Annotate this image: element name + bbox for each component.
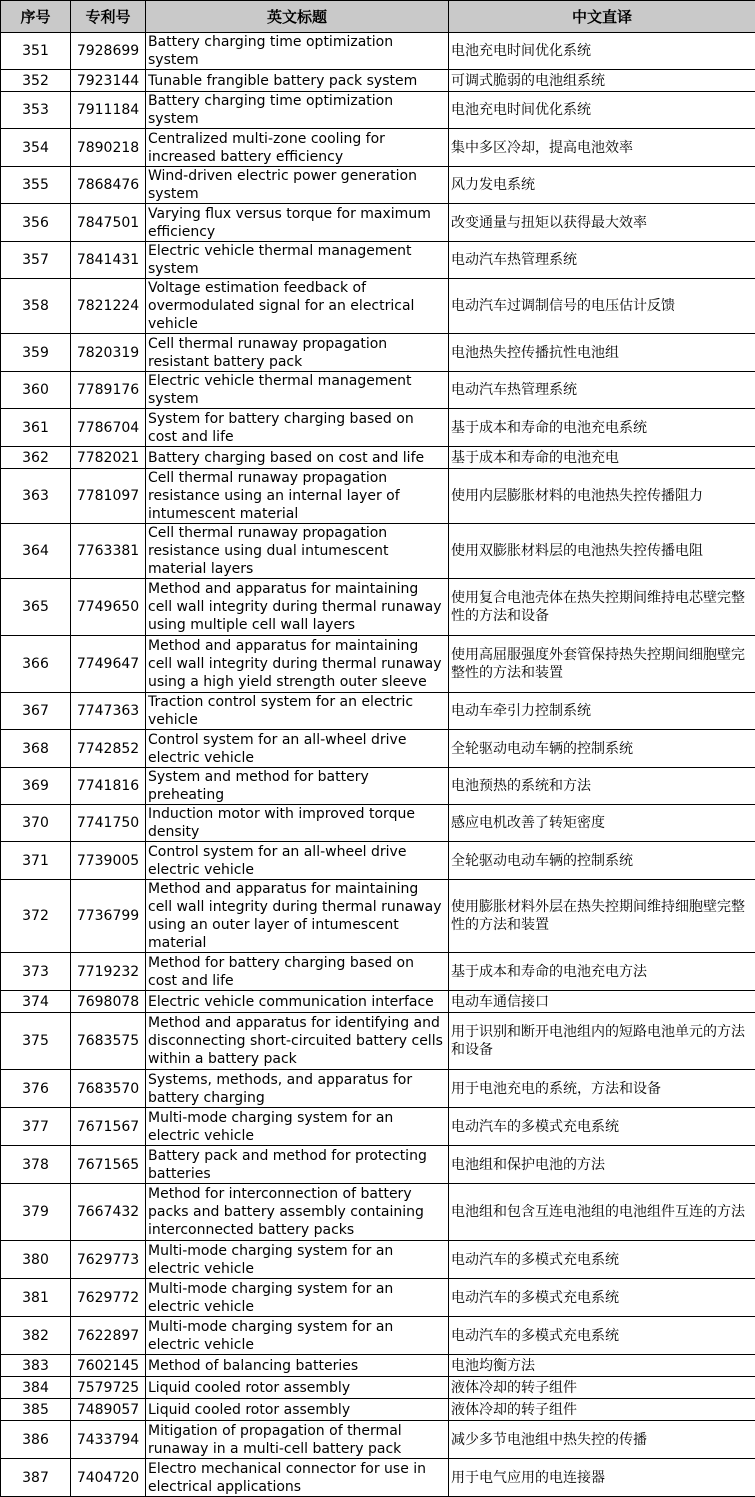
cell-english-title: Electric vehicle thermal management system (146, 242, 449, 279)
cell-patent-number: 7741750 (71, 805, 146, 842)
cell-index: 385 (1, 1399, 71, 1421)
header-chinese-translation: 中文直译 (449, 1, 755, 33)
cell-index: 363 (1, 469, 71, 524)
cell-index: 386 (1, 1421, 71, 1459)
table-row (1, 242, 755, 279)
table-row (1, 334, 755, 372)
cell-patent-number: 7786704 (71, 409, 146, 447)
cell-index: 355 (1, 167, 71, 204)
table-row (1, 805, 755, 842)
table-row (1, 92, 755, 129)
cell-patent-number: 7781097 (71, 469, 146, 524)
cell-index: 371 (1, 842, 71, 880)
table-row (1, 167, 755, 204)
cell-chinese-translation: 用于电池充电的系统，方法和设备 (449, 1070, 755, 1108)
cell-patent-number: 7489057 (71, 1399, 146, 1421)
cell-index: 351 (1, 33, 71, 70)
cell-chinese-translation: 使用复合电池壳体在热失控期间维持电芯壁完整性的方法和设备 (449, 579, 755, 636)
table-row (1, 1399, 755, 1421)
cell-english-title: Electric vehicle thermal management system (146, 372, 449, 409)
cell-chinese-translation: 用于电气应用的电连接器 (449, 1459, 755, 1497)
cell-english-title: Control system for an all-wheel drive electric vehicle (146, 730, 449, 768)
table-row (1, 204, 755, 242)
table-row (1, 409, 755, 447)
table-row (1, 842, 755, 880)
cell-index: 382 (1, 1317, 71, 1355)
cell-chinese-translation: 电动汽车过调制信号的电压估计反馈 (449, 279, 755, 334)
cell-english-title: System for battery charging based on cost and life (146, 409, 449, 447)
cell-index: 365 (1, 579, 71, 636)
cell-chinese-translation: 液体冷却的转子组件 (449, 1399, 755, 1421)
cell-patent-number: 7841431 (71, 242, 146, 279)
table-row (1, 880, 755, 953)
table-row (1, 33, 755, 70)
cell-patent-number: 7868476 (71, 167, 146, 204)
cell-chinese-translation: 使用高屈服强度外套管保持热失控期间细胞壁完整性的方法和装置 (449, 636, 755, 693)
cell-english-title: System and method for battery preheating (146, 768, 449, 805)
cell-chinese-translation: 电池组和包含互连电池组的电池组件互连的方法 (449, 1184, 755, 1241)
cell-patent-number: 7404720 (71, 1459, 146, 1497)
cell-patent-number: 7741816 (71, 768, 146, 805)
cell-index: 353 (1, 92, 71, 129)
cell-english-title: Cell thermal runaway propagation resistant battery pack (146, 334, 449, 372)
cell-chinese-translation: 使用内层膨胀材料的电池热失控传播阻力 (449, 469, 755, 524)
cell-patent-number: 7923144 (71, 70, 146, 92)
table-row (1, 447, 755, 469)
table-row (1, 953, 755, 991)
table-row (1, 1241, 755, 1279)
cell-english-title: Battery charging time optimization system (146, 33, 449, 70)
cell-chinese-translation: 液体冷却的转子组件 (449, 1377, 755, 1399)
cell-chinese-translation: 使用双膨胀材料层的电池热失控传播电阻 (449, 524, 755, 579)
cell-chinese-translation: 改变通量与扭矩以获得最大效率 (449, 204, 755, 242)
cell-index: 373 (1, 953, 71, 991)
table-row (1, 1070, 755, 1108)
cell-english-title: Method of balancing batteries (146, 1355, 449, 1377)
cell-english-title: Electric vehicle communication interface (146, 991, 449, 1013)
cell-index: 362 (1, 447, 71, 469)
cell-chinese-translation: 集中多区冷却，提高电池效率 (449, 129, 755, 167)
cell-patent-number: 7821224 (71, 279, 146, 334)
cell-patent-number: 7747363 (71, 693, 146, 730)
cell-index: 366 (1, 636, 71, 693)
header-row (1, 1, 755, 33)
cell-chinese-translation: 用于识别和断开电池组内的短路电池单元的方法和设备 (449, 1013, 755, 1070)
table-body (1, 33, 755, 1497)
cell-patent-number: 7622897 (71, 1317, 146, 1355)
cell-english-title: Control system for an all-wheel drive electric vehicle (146, 842, 449, 880)
cell-index: 376 (1, 1070, 71, 1108)
cell-patent-number: 7911184 (71, 92, 146, 129)
cell-patent-number: 7579725 (71, 1377, 146, 1399)
cell-chinese-translation: 电动车牵引力控制系统 (449, 693, 755, 730)
table-row (1, 1108, 755, 1146)
cell-patent-number: 7698078 (71, 991, 146, 1013)
cell-chinese-translation: 基于成本和寿命的电池充电 (449, 447, 755, 469)
cell-index: 352 (1, 70, 71, 92)
cell-index: 381 (1, 1279, 71, 1317)
cell-english-title: Varying flux versus torque for maximum efficiency (146, 204, 449, 242)
cell-chinese-translation: 电动汽车的多模式充电系统 (449, 1241, 755, 1279)
cell-english-title: Induction motor with improved torque density (146, 805, 449, 842)
cell-english-title: Mitigation of propagation of thermal runaway in a multi-cell battery pack (146, 1421, 449, 1459)
cell-chinese-translation: 电池预热的系统和方法 (449, 768, 755, 805)
table-row (1, 1421, 755, 1459)
cell-index: 378 (1, 1146, 71, 1184)
cell-chinese-translation: 电池热失控传播抗性电池组 (449, 334, 755, 372)
cell-chinese-translation: 电动汽车的多模式充电系统 (449, 1279, 755, 1317)
cell-chinese-translation: 电池充电时间优化系统 (449, 92, 755, 129)
header-index: 序号 (1, 1, 71, 33)
table-row (1, 1377, 755, 1399)
cell-patent-number: 7671567 (71, 1108, 146, 1146)
cell-patent-number: 7749650 (71, 579, 146, 636)
cell-patent-number: 7890218 (71, 129, 146, 167)
cell-index: 387 (1, 1459, 71, 1497)
cell-chinese-translation: 全轮驱动电动车辆的控制系统 (449, 842, 755, 880)
cell-english-title: Liquid cooled rotor assembly (146, 1377, 449, 1399)
cell-english-title: Liquid cooled rotor assembly (146, 1399, 449, 1421)
cell-patent-number: 7789176 (71, 372, 146, 409)
cell-patent-number: 7742852 (71, 730, 146, 768)
cell-patent-number: 7629772 (71, 1279, 146, 1317)
table-row (1, 693, 755, 730)
cell-english-title: Electro mechanical connector for use in electrical applications (146, 1459, 449, 1497)
cell-english-title: Method and apparatus for maintaining cell wall integrity during thermal runaway using an outer layer of intumescent material (146, 880, 449, 953)
cell-english-title: Multi-mode charging system for an electric vehicle (146, 1241, 449, 1279)
cell-index: 372 (1, 880, 71, 953)
cell-chinese-translation: 电池均衡方法 (449, 1355, 755, 1377)
cell-index: 359 (1, 334, 71, 372)
cell-chinese-translation: 电动汽车热管理系统 (449, 372, 755, 409)
cell-english-title: Method and apparatus for maintaining cell wall integrity during thermal runaway using multiple cell wall layers (146, 579, 449, 636)
cell-index: 356 (1, 204, 71, 242)
cell-index: 360 (1, 372, 71, 409)
cell-index: 369 (1, 768, 71, 805)
cell-english-title: Method for interconnection of battery packs and battery assembly containing interconnected battery packs (146, 1184, 449, 1241)
cell-english-title: Multi-mode charging system for an electric vehicle (146, 1317, 449, 1355)
cell-english-title: Wind-driven electric power generation system (146, 167, 449, 204)
cell-patent-number: 7820319 (71, 334, 146, 372)
cell-english-title: Battery charging based on cost and life (146, 447, 449, 469)
table-row (1, 1355, 755, 1377)
cell-index: 358 (1, 279, 71, 334)
cell-chinese-translation: 全轮驱动电动车辆的控制系统 (449, 730, 755, 768)
cell-chinese-translation: 电动汽车的多模式充电系统 (449, 1108, 755, 1146)
cell-index: 367 (1, 693, 71, 730)
cell-english-title: Method for battery charging based on cost and life (146, 953, 449, 991)
table-row (1, 1317, 755, 1355)
cell-english-title: Traction control system for an electric vehicle (146, 693, 449, 730)
cell-english-title: Battery pack and method for protecting batteries (146, 1146, 449, 1184)
cell-patent-number: 7782021 (71, 447, 146, 469)
cell-chinese-translation: 减少多节电池组中热失控的传播 (449, 1421, 755, 1459)
cell-chinese-translation: 感应电机改善了转矩密度 (449, 805, 755, 842)
cell-patent-number: 7667432 (71, 1184, 146, 1241)
table-row (1, 524, 755, 579)
cell-patent-number: 7433794 (71, 1421, 146, 1459)
cell-english-title: Cell thermal runaway propagation resistance using dual intumescent material layers (146, 524, 449, 579)
cell-index: 361 (1, 409, 71, 447)
cell-index: 380 (1, 1241, 71, 1279)
cell-english-title: Multi-mode charging system for an electric vehicle (146, 1108, 449, 1146)
header-patent-number: 专利号 (71, 1, 146, 33)
cell-english-title: Battery charging time optimization system (146, 92, 449, 129)
cell-index: 354 (1, 129, 71, 167)
cell-patent-number: 7736799 (71, 880, 146, 953)
cell-patent-number: 7671565 (71, 1146, 146, 1184)
table-row (1, 70, 755, 92)
cell-chinese-translation: 使用膨胀材料外层在热失控期间维持细胞壁完整性的方法和装置 (449, 880, 755, 953)
cell-english-title: Centralized multi-zone cooling for increased battery efficiency (146, 129, 449, 167)
cell-patent-number: 7683570 (71, 1070, 146, 1108)
table-row (1, 1279, 755, 1317)
table-row (1, 372, 755, 409)
cell-english-title: Tunable frangible battery pack system (146, 70, 449, 92)
cell-patent-number: 7683575 (71, 1013, 146, 1070)
table-row (1, 279, 755, 334)
table-row (1, 129, 755, 167)
cell-chinese-translation: 基于成本和寿命的电池充电方法 (449, 953, 755, 991)
cell-english-title: Systems, methods, and apparatus for battery charging (146, 1070, 449, 1108)
cell-english-title: Method and apparatus for identifying and disconnecting short-circuited battery cells within a battery pack (146, 1013, 449, 1070)
cell-chinese-translation: 风力发电系统 (449, 167, 755, 204)
table-row (1, 1146, 755, 1184)
cell-patent-number: 7739005 (71, 842, 146, 880)
cell-patent-number: 7719232 (71, 953, 146, 991)
cell-english-title: Multi-mode charging system for an electric vehicle (146, 1279, 449, 1317)
cell-chinese-translation: 可调式脆弱的电池组系统 (449, 70, 755, 92)
table-row (1, 469, 755, 524)
cell-english-title: Method and apparatus for maintaining cell wall integrity during thermal runaway using a high yield strength outer sleeve (146, 636, 449, 693)
table-row (1, 768, 755, 805)
cell-patent-number: 7847501 (71, 204, 146, 242)
table-row (1, 1459, 755, 1497)
cell-chinese-translation: 电动汽车的多模式充电系统 (449, 1317, 755, 1355)
cell-patent-number: 7928699 (71, 33, 146, 70)
cell-patent-number: 7763381 (71, 524, 146, 579)
cell-chinese-translation: 电池组和保护电池的方法 (449, 1146, 755, 1184)
cell-index: 383 (1, 1355, 71, 1377)
table-row (1, 636, 755, 693)
cell-patent-number: 7629773 (71, 1241, 146, 1279)
cell-chinese-translation: 电动车通信接口 (449, 991, 755, 1013)
cell-index: 379 (1, 1184, 71, 1241)
cell-index: 370 (1, 805, 71, 842)
cell-index: 374 (1, 991, 71, 1013)
cell-english-title: Voltage estimation feedback of overmodulated signal for an electrical vehicle (146, 279, 449, 334)
table-row (1, 991, 755, 1013)
cell-chinese-translation: 电动汽车热管理系统 (449, 242, 755, 279)
cell-index: 357 (1, 242, 71, 279)
cell-index: 364 (1, 524, 71, 579)
cell-patent-number: 7749647 (71, 636, 146, 693)
cell-index: 384 (1, 1377, 71, 1399)
cell-index: 377 (1, 1108, 71, 1146)
cell-chinese-translation: 电池充电时间优化系统 (449, 33, 755, 70)
table-row (1, 1013, 755, 1070)
cell-index: 368 (1, 730, 71, 768)
cell-patent-number: 7602145 (71, 1355, 146, 1377)
table-row (1, 730, 755, 768)
cell-chinese-translation: 基于成本和寿命的电池充电系统 (449, 409, 755, 447)
header-english-title: 英文标题 (146, 1, 449, 33)
table-row (1, 579, 755, 636)
cell-english-title: Cell thermal runaway propagation resistance using an internal layer of intumescent material (146, 469, 449, 524)
table-row (1, 1184, 755, 1241)
cell-index: 375 (1, 1013, 71, 1070)
